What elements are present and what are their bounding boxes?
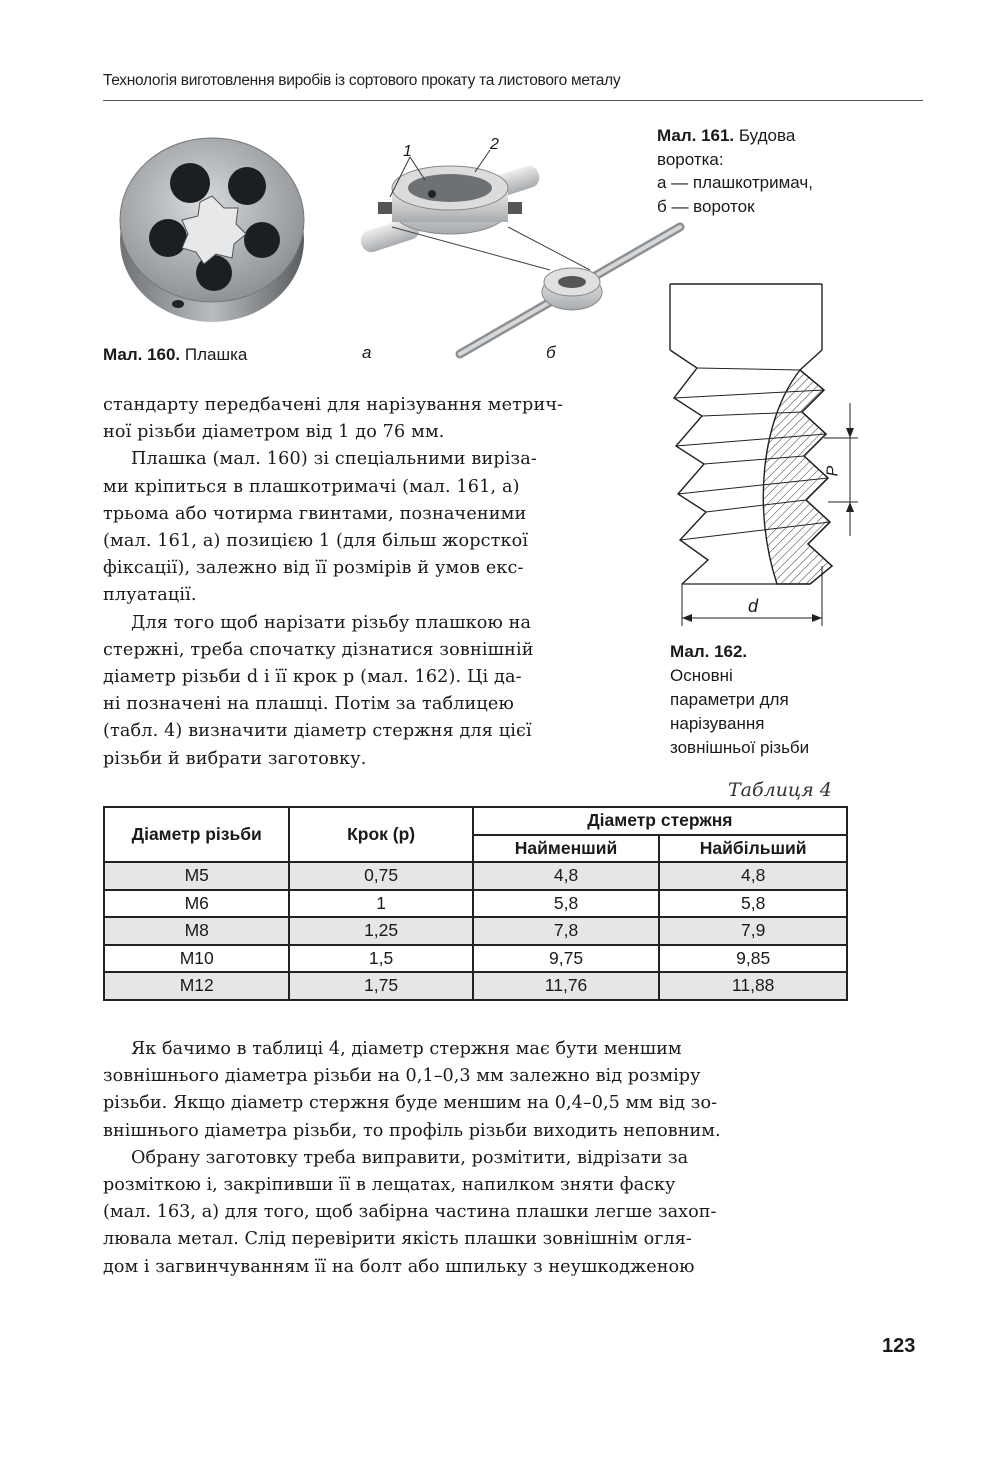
cell-largest: 4,8 xyxy=(659,862,847,890)
p4-line-1: Як бачимо в таблиці 4, діаметр стержня має бути меншим xyxy=(131,1039,682,1059)
table-title: Таблиця 4 xyxy=(728,779,832,801)
fig161-label: Мал. 161. xyxy=(657,126,735,145)
cell-smallest: 11,76 xyxy=(473,972,660,1000)
cell-largest: 7,9 xyxy=(659,917,847,945)
p5-line-2: розміткою і, закріпивши її в лещатах, напилком зняти фаску xyxy=(103,1175,676,1196)
body-text-wide xyxy=(103,1036,848,1281)
body-text-narrow xyxy=(103,392,640,773)
paragraph-3 xyxy=(103,610,640,773)
fig161-item-b: б — вороток xyxy=(657,196,755,216)
page-number: 123 xyxy=(882,1335,916,1357)
fig160-label: Мал. 160. xyxy=(103,345,181,364)
fig161-letter-a: а xyxy=(362,343,372,362)
p3-line-1: Для того щоб нарізати різьбу плашкою на xyxy=(131,612,532,633)
p3-line-4: ні позначені на плашці. Потім за таблицею xyxy=(103,694,514,715)
fig162-label: Мал. 162. xyxy=(670,642,748,661)
p2-line-3: трьома або чотирма гвинтами, позначеними xyxy=(103,503,527,524)
cell-thread: M10 xyxy=(104,945,289,973)
paragraph-4 xyxy=(103,1036,848,1145)
p2-line-5: фіксації), залежно від її розмірів й умов екс- xyxy=(103,558,524,579)
cell-smallest: 5,8 xyxy=(473,890,660,918)
p3-line-5: (табл. 4) визначити діаметр стержня для цієї xyxy=(103,721,532,742)
p5-line-1: Обрану заготовку треба виправити, розмітити, відрізати за xyxy=(131,1147,689,1168)
cell-largest: 11,88 xyxy=(659,972,847,1000)
fig161-letter-b: б xyxy=(546,343,556,362)
cell-thread: M8 xyxy=(104,917,289,945)
header-smallest: Найменший xyxy=(473,835,660,863)
fig162-caption xyxy=(670,640,860,760)
fig160-caption xyxy=(103,343,247,367)
p5-line-4: лювала метал. Слід перевірити якість плашки зовнішнім огля- xyxy=(103,1229,692,1250)
fig161-caption xyxy=(657,124,857,218)
p2-line-2: ми кріпиться в плашкотримачі (мал. 161, а) xyxy=(103,476,520,497)
cell-pitch: 1,5 xyxy=(289,945,472,973)
p1-line-2: ної різьби діаметром від 1 до 76 мм. xyxy=(103,422,445,443)
fig161-title-part1: Будова xyxy=(738,126,796,145)
table-row xyxy=(104,945,847,973)
cell-pitch: 1,25 xyxy=(289,917,472,945)
header-thread-diameter: Діаметр різьби xyxy=(104,807,289,862)
fig160-caption-text: Плашка xyxy=(184,345,248,364)
header-rule xyxy=(103,100,923,101)
header-rod-diameter: Діаметр стержня xyxy=(473,807,847,835)
fig160-die-illustration xyxy=(112,128,312,328)
header-pitch: Крок (p) xyxy=(289,807,472,862)
cell-thread: M6 xyxy=(104,890,289,918)
p3-line-3: діаметр різьби d і її крок p (мал. 162). Ці да- xyxy=(103,667,522,688)
cell-largest: 5,8 xyxy=(659,890,847,918)
cell-largest: 9,85 xyxy=(659,945,847,973)
fig162-param-p: P xyxy=(824,465,842,477)
header-largest: Найбільший xyxy=(659,835,847,863)
paragraph-1 xyxy=(103,392,640,446)
paragraph-5 xyxy=(103,1145,848,1281)
cell-thread: M12 xyxy=(104,972,289,1000)
fig161-callout-2: 2 xyxy=(490,136,499,153)
fig161-callout-1: 1 xyxy=(403,143,412,160)
running-title: Технологія виготовлення виробів із сортового прокату та листового металу xyxy=(103,72,621,89)
cell-smallest: 4,8 xyxy=(473,862,660,890)
cell-smallest: 7,8 xyxy=(473,917,660,945)
p3-line-2: стержні, треба спочатку дізнатися зовнішній xyxy=(103,639,534,660)
p2-line-6: плуатації. xyxy=(103,585,197,606)
fig161-wrench-illustration xyxy=(350,132,690,372)
cell-smallest: 9,75 xyxy=(473,945,660,973)
p2-line-4: (мал. 161, а) позицією 1 (для більш жорсткої xyxy=(103,531,529,552)
p4-line-4: внішнього діаметра різьби, то профіль різьби виходить неповним. xyxy=(103,1120,721,1141)
p1-line-1: стандарту передбачені для нарізування метрич- xyxy=(103,395,564,415)
p3-line-6: різьби й вибрати заготовку. xyxy=(103,748,367,769)
p2-line-1: Плашка (мал. 160) зі спеціальними виріза- xyxy=(131,449,538,470)
cell-thread: M5 xyxy=(104,862,289,890)
cell-pitch: 1,75 xyxy=(289,972,472,1000)
p5-line-5: дом і загвинчуванням її на болт або шпильку з неушкодженою xyxy=(103,1256,695,1277)
fig162-caption-line-4: зовнішньої різьби xyxy=(670,738,810,757)
paragraph-2 xyxy=(103,446,640,609)
table-row xyxy=(104,917,847,945)
p4-line-3: різьби. Якщо діаметр стержня буде меншим на 0,4–0,5 мм від зо- xyxy=(103,1093,718,1114)
table-row xyxy=(104,862,847,890)
thread-table xyxy=(103,806,848,1001)
p4-line-2: зовнішнього діаметра різьби на 0,1–0,3 мм залежно від розміру xyxy=(103,1066,701,1087)
cell-pitch: 0,75 xyxy=(289,862,472,890)
fig161-title-part2: воротка: xyxy=(657,149,724,169)
fig162-thread-diagram xyxy=(662,278,862,638)
fig162-caption-line-2: параметри для xyxy=(670,690,789,709)
p5-line-3: (мал. 163, а) для того, щоб забірна частина плашки легше захоп- xyxy=(103,1202,717,1223)
fig162-param-d: d xyxy=(748,596,759,616)
cell-pitch: 1 xyxy=(289,890,472,918)
table-row xyxy=(104,972,847,1000)
fig161-item-a: а — плашкотримач, xyxy=(657,173,813,192)
fig162-caption-line-1: Основні xyxy=(670,666,733,685)
table-row xyxy=(104,890,847,918)
fig162-caption-line-3: нарізування xyxy=(670,714,765,733)
